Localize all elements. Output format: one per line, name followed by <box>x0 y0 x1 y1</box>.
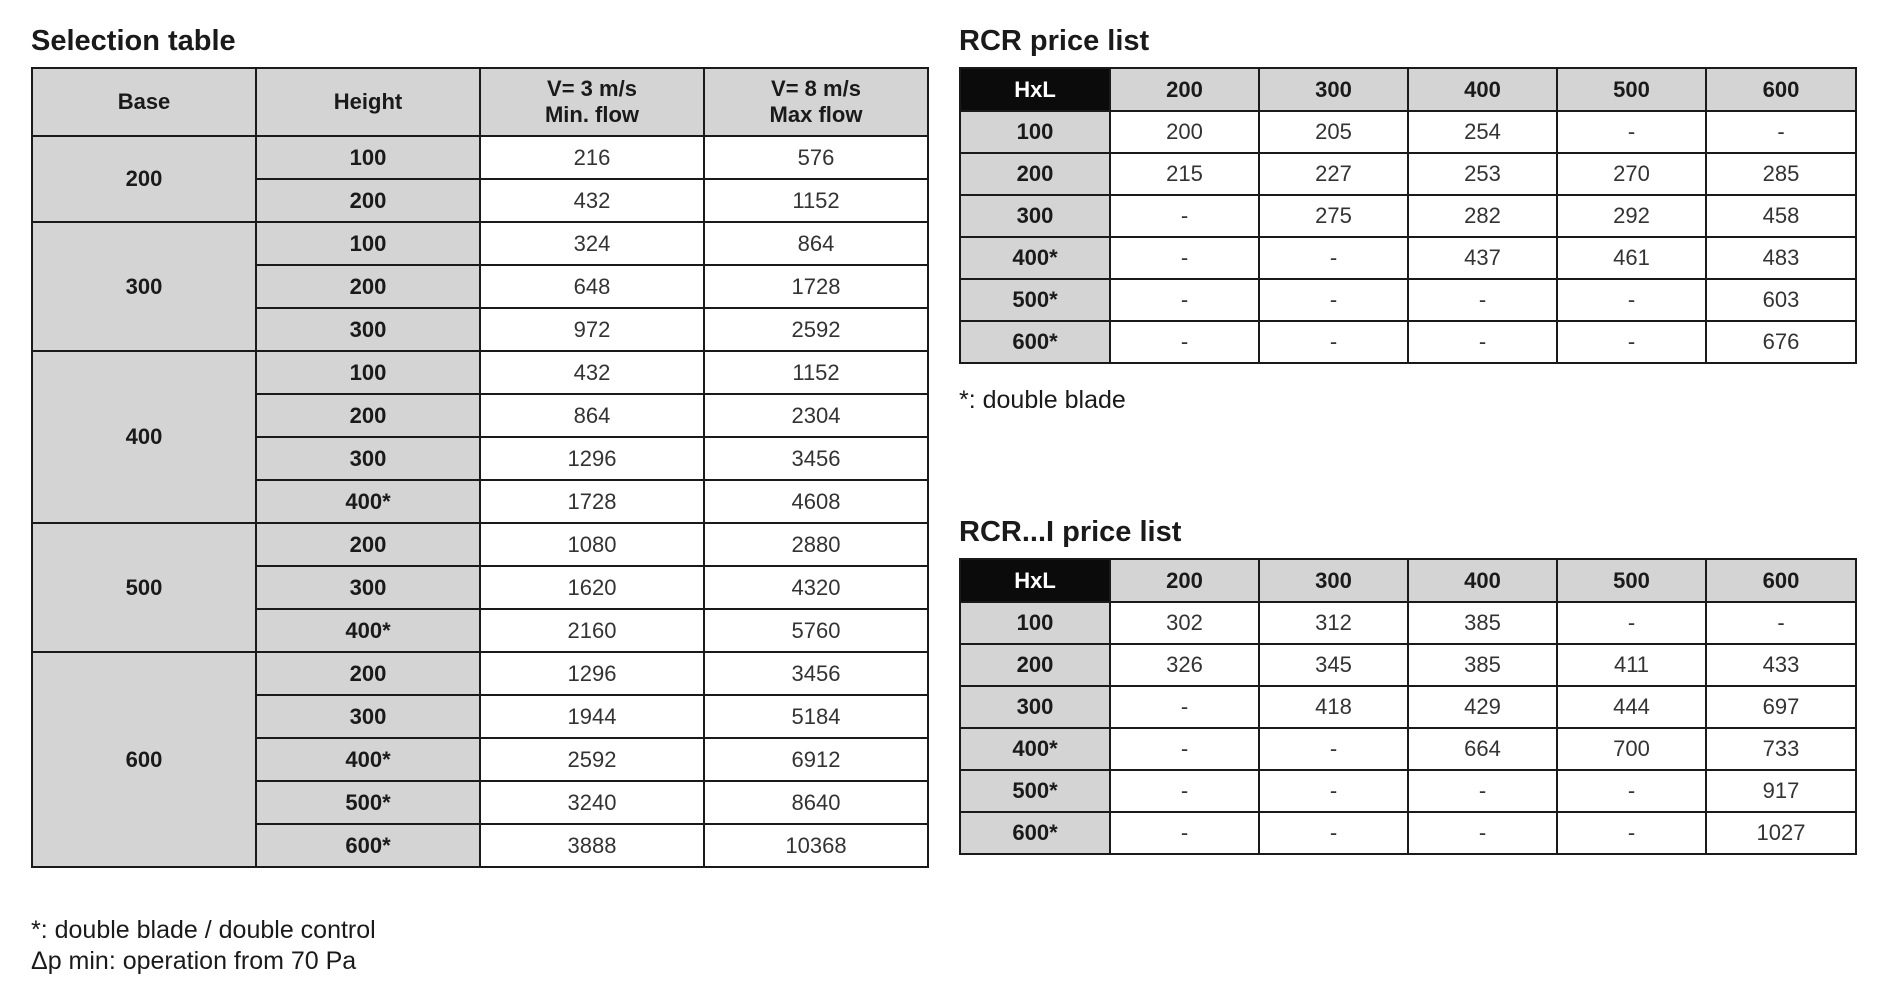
column-header: 400 <box>1408 68 1557 111</box>
table-row <box>960 237 1856 279</box>
min-flow-cell: 1296 <box>480 437 704 480</box>
header-max-flow <box>704 68 928 136</box>
price-cell: 458 <box>1706 195 1856 237</box>
header-min-flow <box>480 68 704 136</box>
price-cell: 215 <box>1110 153 1259 195</box>
row-header: 500* <box>960 279 1110 321</box>
height-cell: 300 <box>256 695 480 738</box>
rcr-footnote: *: double blade <box>959 386 1126 414</box>
table-row <box>960 812 1856 854</box>
header-max-flow-line2: Max flow <box>769 102 863 127</box>
price-cell: 411 <box>1557 644 1706 686</box>
max-flow-cell: 1152 <box>704 179 928 222</box>
min-flow-cell: 648 <box>480 265 704 308</box>
price-cell: 433 <box>1706 644 1856 686</box>
table-header-row <box>960 559 1856 602</box>
height-cell: 200 <box>256 179 480 222</box>
base-cell: 400 <box>32 351 256 523</box>
price-cell: 270 <box>1557 153 1706 195</box>
price-cell: - <box>1110 195 1259 237</box>
price-cell: 275 <box>1259 195 1408 237</box>
row-header: 600* <box>960 321 1110 363</box>
price-cell: - <box>1110 812 1259 854</box>
price-cell: - <box>1557 279 1706 321</box>
price-cell: 302 <box>1110 602 1259 644</box>
column-header: 200 <box>1110 559 1259 602</box>
base-cell: 300 <box>32 222 256 351</box>
price-cell: 444 <box>1557 686 1706 728</box>
price-cell: 429 <box>1408 686 1557 728</box>
price-cell: - <box>1408 812 1557 854</box>
price-cell: 385 <box>1408 602 1557 644</box>
price-cell: - <box>1259 728 1408 770</box>
price-cell: 282 <box>1408 195 1557 237</box>
max-flow-cell: 2304 <box>704 394 928 437</box>
price-cell: 345 <box>1259 644 1408 686</box>
height-cell: 300 <box>256 437 480 480</box>
max-flow-cell: 4608 <box>704 480 928 523</box>
height-cell: 200 <box>256 394 480 437</box>
price-cell: - <box>1408 770 1557 812</box>
price-cell: 326 <box>1110 644 1259 686</box>
height-cell: 100 <box>256 222 480 265</box>
price-cell: 205 <box>1259 111 1408 153</box>
selection-table <box>31 67 929 868</box>
table-header-row <box>960 68 1856 111</box>
footnote-double-blade-control: *: double blade / double control <box>31 916 376 944</box>
price-cell: - <box>1408 321 1557 363</box>
price-cell: 461 <box>1557 237 1706 279</box>
min-flow-cell: 1728 <box>480 480 704 523</box>
corner-hxl: HxL <box>960 68 1110 111</box>
table-row <box>960 321 1856 363</box>
rcr-price-table <box>959 67 1857 364</box>
price-cell: - <box>1408 279 1557 321</box>
footnote-dp-min: Δp min: operation from 70 Pa <box>31 947 357 975</box>
min-flow-cell: 972 <box>480 308 704 351</box>
max-flow-cell: 1152 <box>704 351 928 394</box>
price-cell: - <box>1557 812 1706 854</box>
header-height: Height <box>256 68 480 136</box>
price-cell: - <box>1110 237 1259 279</box>
table-row <box>960 686 1856 728</box>
price-cell: - <box>1259 279 1408 321</box>
table-row <box>960 195 1856 237</box>
header-min-flow-line1: V= 3 m/s <box>547 76 637 101</box>
price-cell: - <box>1259 321 1408 363</box>
base-cell: 500 <box>32 523 256 652</box>
column-header: 300 <box>1259 559 1408 602</box>
price-cell: - <box>1259 770 1408 812</box>
header-base: Base <box>32 68 256 136</box>
table-row <box>960 602 1856 644</box>
max-flow-cell: 1728 <box>704 265 928 308</box>
min-flow-cell: 1620 <box>480 566 704 609</box>
column-header: 400 <box>1408 559 1557 602</box>
height-cell: 400* <box>256 480 480 523</box>
row-header: 100 <box>960 602 1110 644</box>
selection-footnote <box>31 915 376 977</box>
price-cell: - <box>1706 602 1856 644</box>
min-flow-cell: 432 <box>480 179 704 222</box>
table-row <box>960 770 1856 812</box>
price-cell: 603 <box>1706 279 1856 321</box>
max-flow-cell: 5760 <box>704 609 928 652</box>
price-cell: 733 <box>1706 728 1856 770</box>
price-cell: - <box>1110 728 1259 770</box>
price-cell: - <box>1259 237 1408 279</box>
header-max-flow-line1: V= 8 m/s <box>771 76 861 101</box>
price-cell: 700 <box>1557 728 1706 770</box>
min-flow-cell: 2592 <box>480 738 704 781</box>
price-cell: - <box>1259 812 1408 854</box>
price-cell: - <box>1557 111 1706 153</box>
table-row <box>32 523 928 566</box>
row-header: 300 <box>960 686 1110 728</box>
height-cell: 600* <box>256 824 480 867</box>
height-cell: 200 <box>256 652 480 695</box>
min-flow-cell: 216 <box>480 136 704 179</box>
column-header: 500 <box>1557 68 1706 111</box>
row-header: 200 <box>960 153 1110 195</box>
max-flow-cell: 3456 <box>704 652 928 695</box>
height-cell: 100 <box>256 136 480 179</box>
max-flow-cell: 8640 <box>704 781 928 824</box>
min-flow-cell: 1296 <box>480 652 704 695</box>
table-row <box>32 222 928 265</box>
max-flow-cell: 4320 <box>704 566 928 609</box>
price-cell: 254 <box>1408 111 1557 153</box>
price-cell: - <box>1110 279 1259 321</box>
height-cell: 200 <box>256 265 480 308</box>
price-cell: 385 <box>1408 644 1557 686</box>
max-flow-cell: 864 <box>704 222 928 265</box>
base-cell: 600 <box>32 652 256 867</box>
min-flow-cell: 3888 <box>480 824 704 867</box>
price-cell: 418 <box>1259 686 1408 728</box>
rcr-price-list-title: RCR price list <box>959 25 1150 57</box>
price-cell: 483 <box>1706 237 1856 279</box>
price-cell: - <box>1706 111 1856 153</box>
table-row <box>32 136 928 179</box>
price-cell: 227 <box>1259 153 1408 195</box>
row-header: 600* <box>960 812 1110 854</box>
max-flow-cell: 10368 <box>704 824 928 867</box>
price-cell: - <box>1110 770 1259 812</box>
row-header: 400* <box>960 728 1110 770</box>
max-flow-cell: 2592 <box>704 308 928 351</box>
price-cell: 676 <box>1706 321 1856 363</box>
min-flow-cell: 1080 <box>480 523 704 566</box>
min-flow-cell: 432 <box>480 351 704 394</box>
row-header: 400* <box>960 237 1110 279</box>
table-row <box>960 111 1856 153</box>
price-cell: - <box>1110 321 1259 363</box>
table-row <box>960 279 1856 321</box>
height-cell: 300 <box>256 566 480 609</box>
height-cell: 400* <box>256 609 480 652</box>
price-cell: 292 <box>1557 195 1706 237</box>
price-cell: - <box>1110 686 1259 728</box>
height-cell: 300 <box>256 308 480 351</box>
row-header: 300 <box>960 195 1110 237</box>
max-flow-cell: 6912 <box>704 738 928 781</box>
price-cell: 664 <box>1408 728 1557 770</box>
max-flow-cell: 3456 <box>704 437 928 480</box>
column-header: 200 <box>1110 68 1259 111</box>
price-cell: - <box>1557 602 1706 644</box>
corner-hxl: HxL <box>960 559 1110 602</box>
selection-table-title: Selection table <box>31 25 236 57</box>
price-cell: 312 <box>1259 602 1408 644</box>
table-row <box>960 728 1856 770</box>
height-cell: 200 <box>256 523 480 566</box>
price-cell: - <box>1557 770 1706 812</box>
min-flow-cell: 1944 <box>480 695 704 738</box>
row-header: 500* <box>960 770 1110 812</box>
price-cell: 697 <box>1706 686 1856 728</box>
table-row <box>32 652 928 695</box>
column-header: 600 <box>1706 559 1856 602</box>
price-cell: - <box>1557 321 1706 363</box>
height-cell: 400* <box>256 738 480 781</box>
max-flow-cell: 5184 <box>704 695 928 738</box>
table-row <box>960 644 1856 686</box>
price-cell: 917 <box>1706 770 1856 812</box>
column-header: 500 <box>1557 559 1706 602</box>
rcri-price-list-title: RCR...I price list <box>959 516 1182 548</box>
price-cell: 200 <box>1110 111 1259 153</box>
table-row <box>32 351 928 394</box>
header-min-flow-line2: Min. flow <box>544 102 640 127</box>
price-cell: 253 <box>1408 153 1557 195</box>
max-flow-cell: 576 <box>704 136 928 179</box>
row-header: 100 <box>960 111 1110 153</box>
rcri-price-table <box>959 558 1857 855</box>
min-flow-cell: 324 <box>480 222 704 265</box>
max-flow-cell: 2880 <box>704 523 928 566</box>
min-flow-cell: 2160 <box>480 609 704 652</box>
table-row <box>960 153 1856 195</box>
column-header: 600 <box>1706 68 1856 111</box>
column-header: 300 <box>1259 68 1408 111</box>
min-flow-cell: 3240 <box>480 781 704 824</box>
height-cell: 500* <box>256 781 480 824</box>
height-cell: 100 <box>256 351 480 394</box>
row-header: 200 <box>960 644 1110 686</box>
min-flow-cell: 864 <box>480 394 704 437</box>
price-cell: 1027 <box>1706 812 1856 854</box>
price-cell: 285 <box>1706 153 1856 195</box>
price-cell: 437 <box>1408 237 1557 279</box>
base-cell: 200 <box>32 136 256 222</box>
